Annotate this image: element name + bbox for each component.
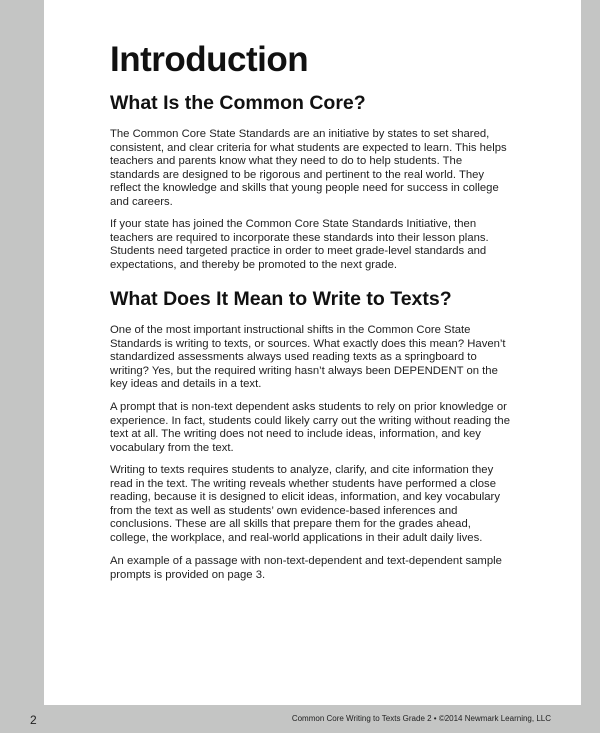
page-footer (0, 705, 600, 733)
footer-credit: Common Core Writing to Texts Grade 2 • ©2014 Newmark Learning, LLC (291, 714, 551, 723)
section-heading-common-core: What Is the Common Core? (110, 92, 366, 114)
paragraph: The Common Core State Standards are an initiative by states to set shared, consistent, and clear criteria for what students are expected to learn. This helps teachers and parents know what they need to do to help students. The standards are designed to be rigorous and pertinent to the real world. They reflect the knowledge and skills that young people need for success in college and careers. (110, 128, 507, 208)
page-title: Introduction (110, 40, 309, 79)
paragraph: An example of a passage with non-text-dependent and text-dependent sample prompts is provided on page 3. (110, 555, 502, 581)
paragraph: A prompt that is non-text dependent asks students to rely on prior knowledge or experience. In fact, students could likely carry out the writing without reading the text at all. The writing does not need to include ideas, information, and key vocabulary from the text. (110, 401, 510, 454)
section-heading-write-to-texts: What Does It Mean to Write to Texts? (110, 288, 452, 310)
paragraph: One of the most important instructional shifts in the Common Core State Standards is writing to texts, or sources. What exactly does this mean? Haven’t standardized assessments always used reading texts as a springboard to writing? Yes, but the required writing hasn’t always been DEPENDENT on the key ideas and details in a text. (110, 324, 506, 391)
paragraph: If your state has joined the Common Core State Standards Initiative, then teachers are required to incorporate these standards into their lesson plans. Students need targeted practice in order to meet grade-level standards and expectations, and thereby be promoted to the next grade. (110, 218, 489, 271)
paragraph: Writing to texts requires students to analyze, clarify, and cite information they read in the text. The writing reveals whether students have performed a close reading, because it is designed to elicit ideas, information, and key vocabulary from the text as well as students’ own evidence-based inferences and conclusions. These are all skills that prepare them for the grades ahead, college, the workplace, and real-world applications in their adult daily lives. (110, 464, 500, 544)
page-sheet (44, 0, 581, 705)
page-number: 2 (30, 713, 37, 727)
